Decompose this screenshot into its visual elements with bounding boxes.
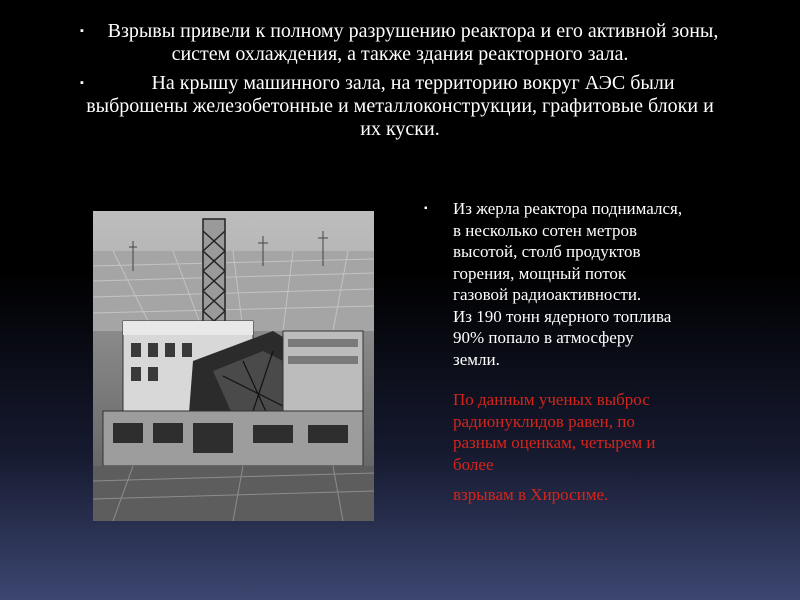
hiroshima-comparison-tail: взрывам в Хиросиме.	[453, 485, 609, 504]
bullet-marker: ▪	[424, 203, 428, 214]
bullet-destruction	[80, 20, 720, 66]
top-bullet-list	[80, 20, 720, 147]
emission-paragraph: Из жерла реактора поднимался, в несколько сотен метров высотой, столб продуктов горения, мощный поток газовой радиоактивности. Из 190 тонн ядерного топлива 90% попало в атмосферу земли.	[453, 199, 683, 369]
bullet-debris	[80, 72, 720, 141]
bullet-marker: ▪	[80, 77, 84, 89]
spacer	[453, 370, 764, 389]
chernobyl-plant-photo	[93, 211, 374, 521]
right-text-block	[424, 198, 764, 506]
bullet-marker: ▪	[80, 25, 84, 37]
emission-bullet	[424, 198, 764, 506]
spacer	[453, 475, 764, 484]
bullet-text: Взрывы привели к полному разрушению реактора и его активной зоны, систем охлаждения, а также здания реакторного зала.	[107, 20, 719, 65]
bullet-text: На крышу машинного зала, на территорию вокруг АЭС были выброшены железобетонные и металлоконструкции, графитовые блоки и их куски.	[86, 72, 714, 140]
hiroshima-comparison: По данным ученых выброс радионуклидов равен, по разным оценкам, четырем и более	[453, 390, 656, 474]
